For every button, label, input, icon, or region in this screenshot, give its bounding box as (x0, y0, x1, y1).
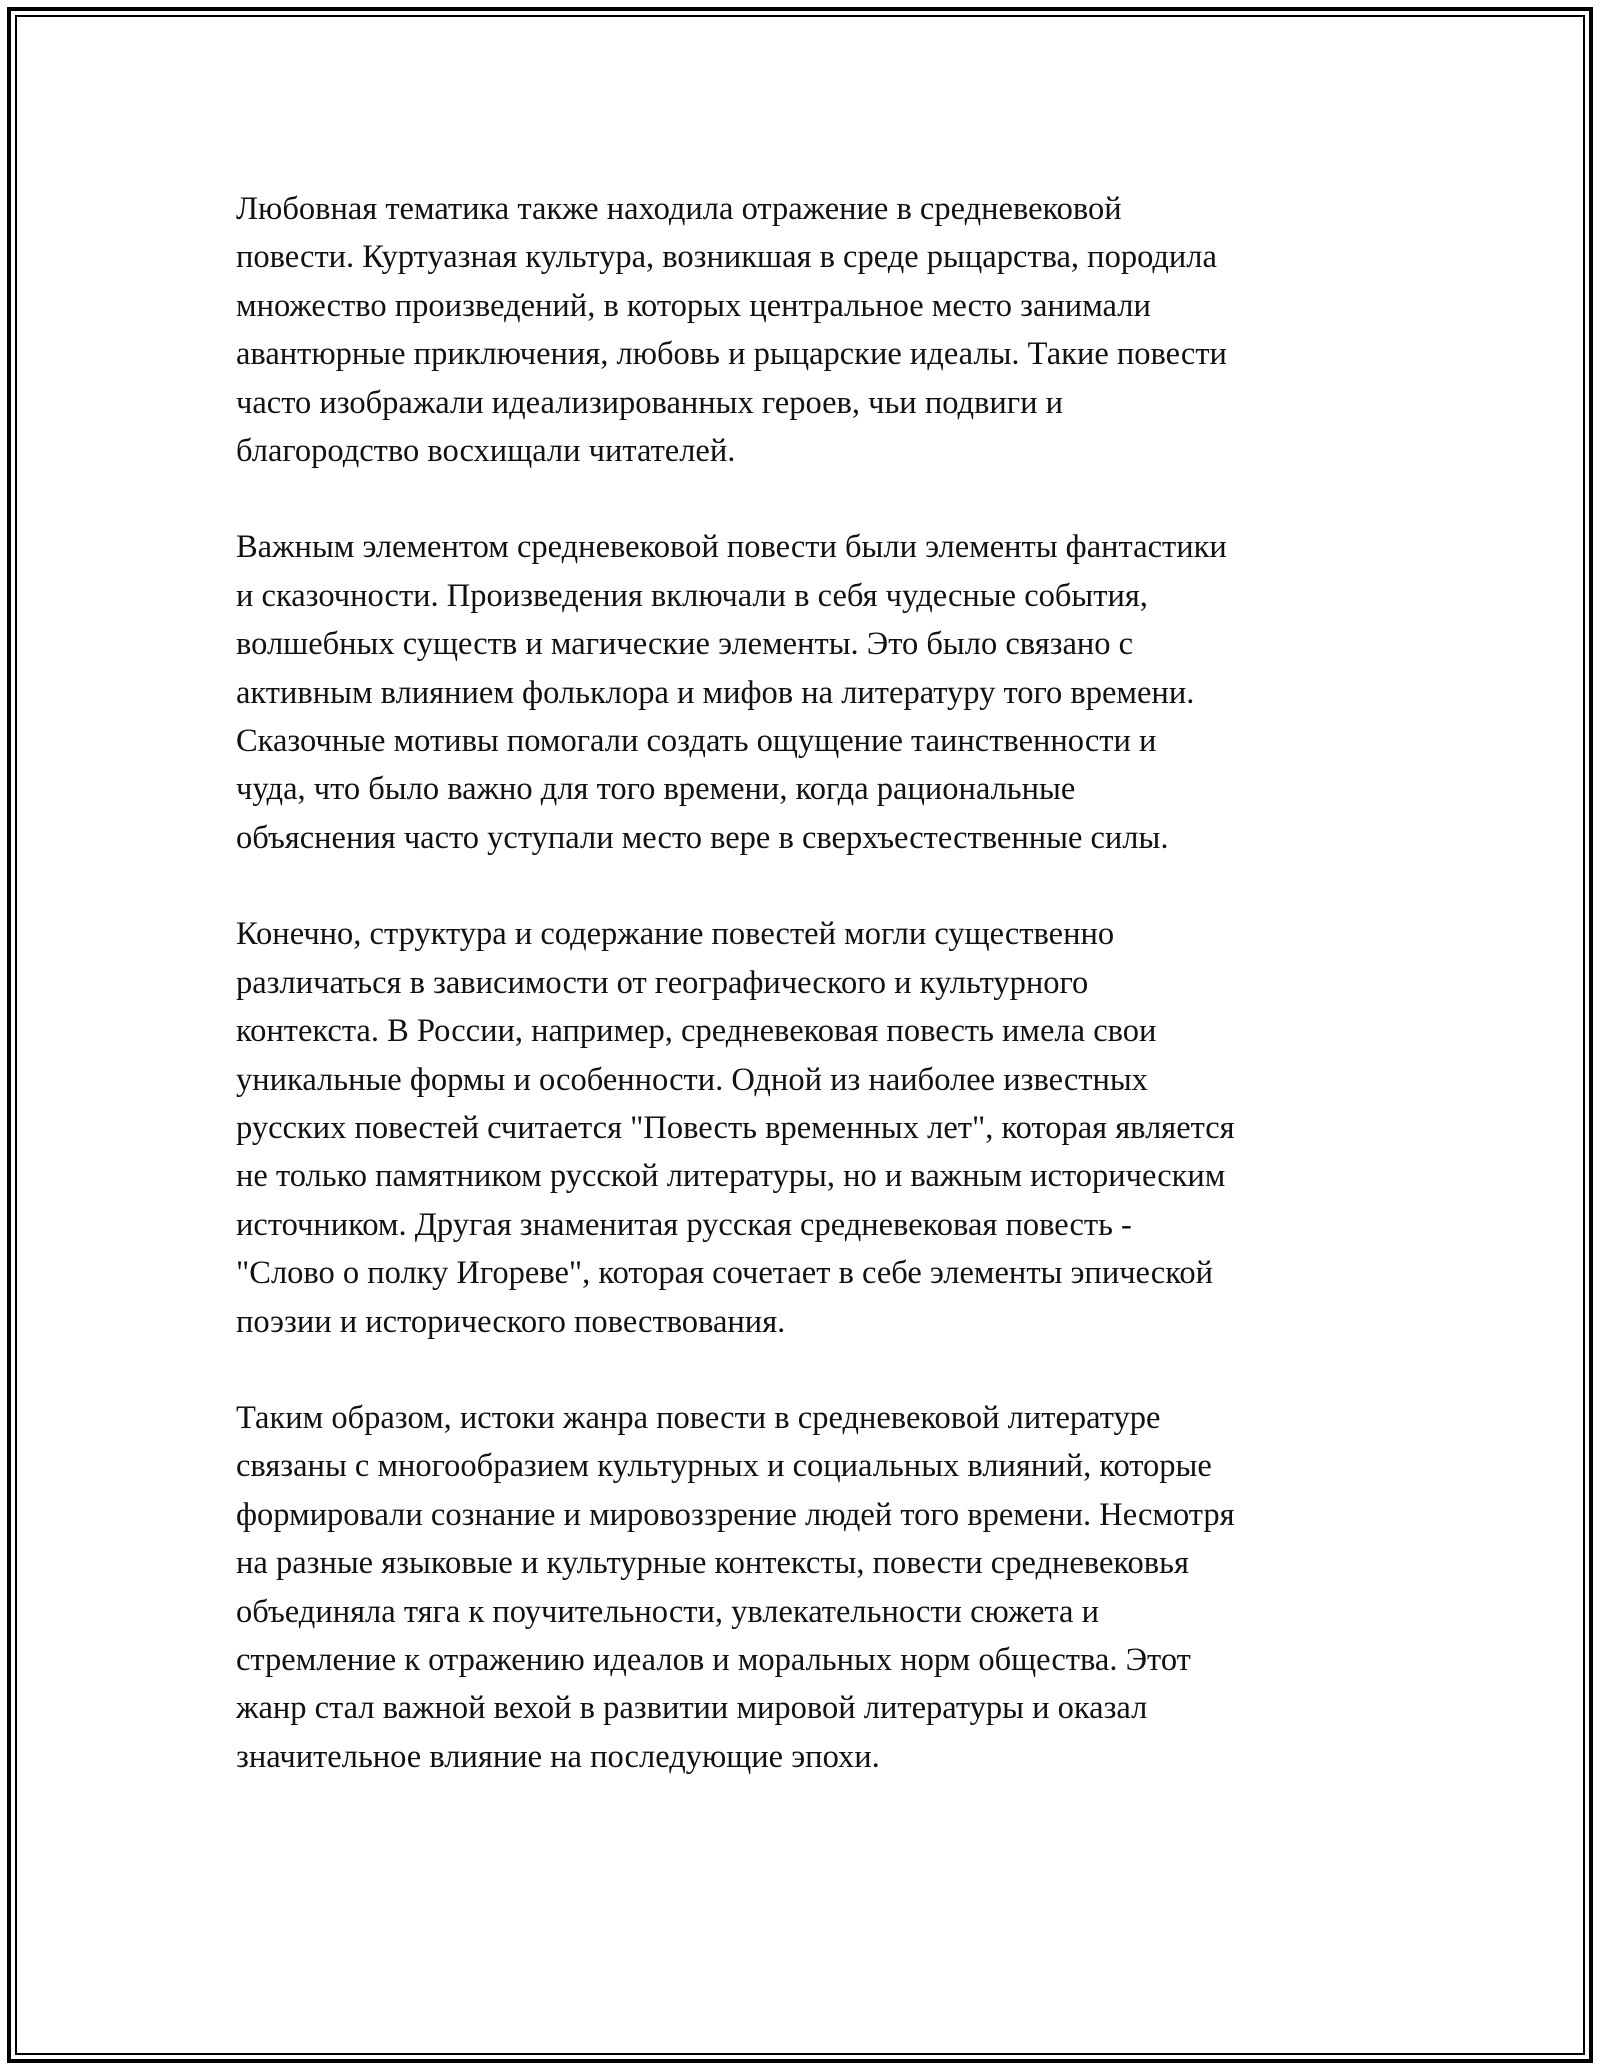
paragraph-conclusion: Таким образом, истоки жанра повести в средневековой литературе связаны с многообразием культурных и социальных влияний, которые формировали сознание и мировоззрение людей того времени. Несмотря на разные языковые и культурные контексты, повести средневековья объединяла тяга к поучительности, увлекательности сюжета и стремление к отражению идеалов и моральных норм общества. Этот жанр стал важной вехой в развитии мировой литературы и оказал значительное влияние на последующие эпохи. (236, 1399, 1235, 1775)
paragraph-courtly-love: Любовная тематика также находила отражение в средневековой повести. Куртуазная культура, возникшая в среде рыцарства, породила множество произведений, в которых центральное место занимали авантюрные приключения, любовь и рыцарские идеалы. Такие повести часто изображали идеализированных героев, чьи подвиги и благородство восхищали читателей. (236, 191, 1227, 470)
paragraph-russian-tales: Конечно, структура и содержание повестей могли существенно различаться в зависимости от географического и культурного контекста. В России, например, средневековая повесть имела свои уникальные формы и особенности. Одной из наиболее известных русских повестей считается "Повесть временных лет", которая является не только памятником русской литературы, но и важным историческим источником. Другая знаменитая русская средневековая повесть - "Слово о полку Игореве", которая сочетает в себе элементы эпической поэзии и исторического повествования. (236, 916, 1235, 1340)
document-body (236, 185, 1376, 1829)
paragraph-fantasy-elements: Важным элементом средневековой повести были элементы фантастики и сказочности. Произведения включали в себя чудесные события, волшебных существ и магические элементы. Это было связано с активным влиянием фольклора и мифов на литературу того времени. Сказочные мотивы помогали создать ощущение таинственности и чуда, что было важно для того времени, когда рациональные объяснения часто уступали место вере в сверхъестественные силы. (236, 529, 1227, 856)
